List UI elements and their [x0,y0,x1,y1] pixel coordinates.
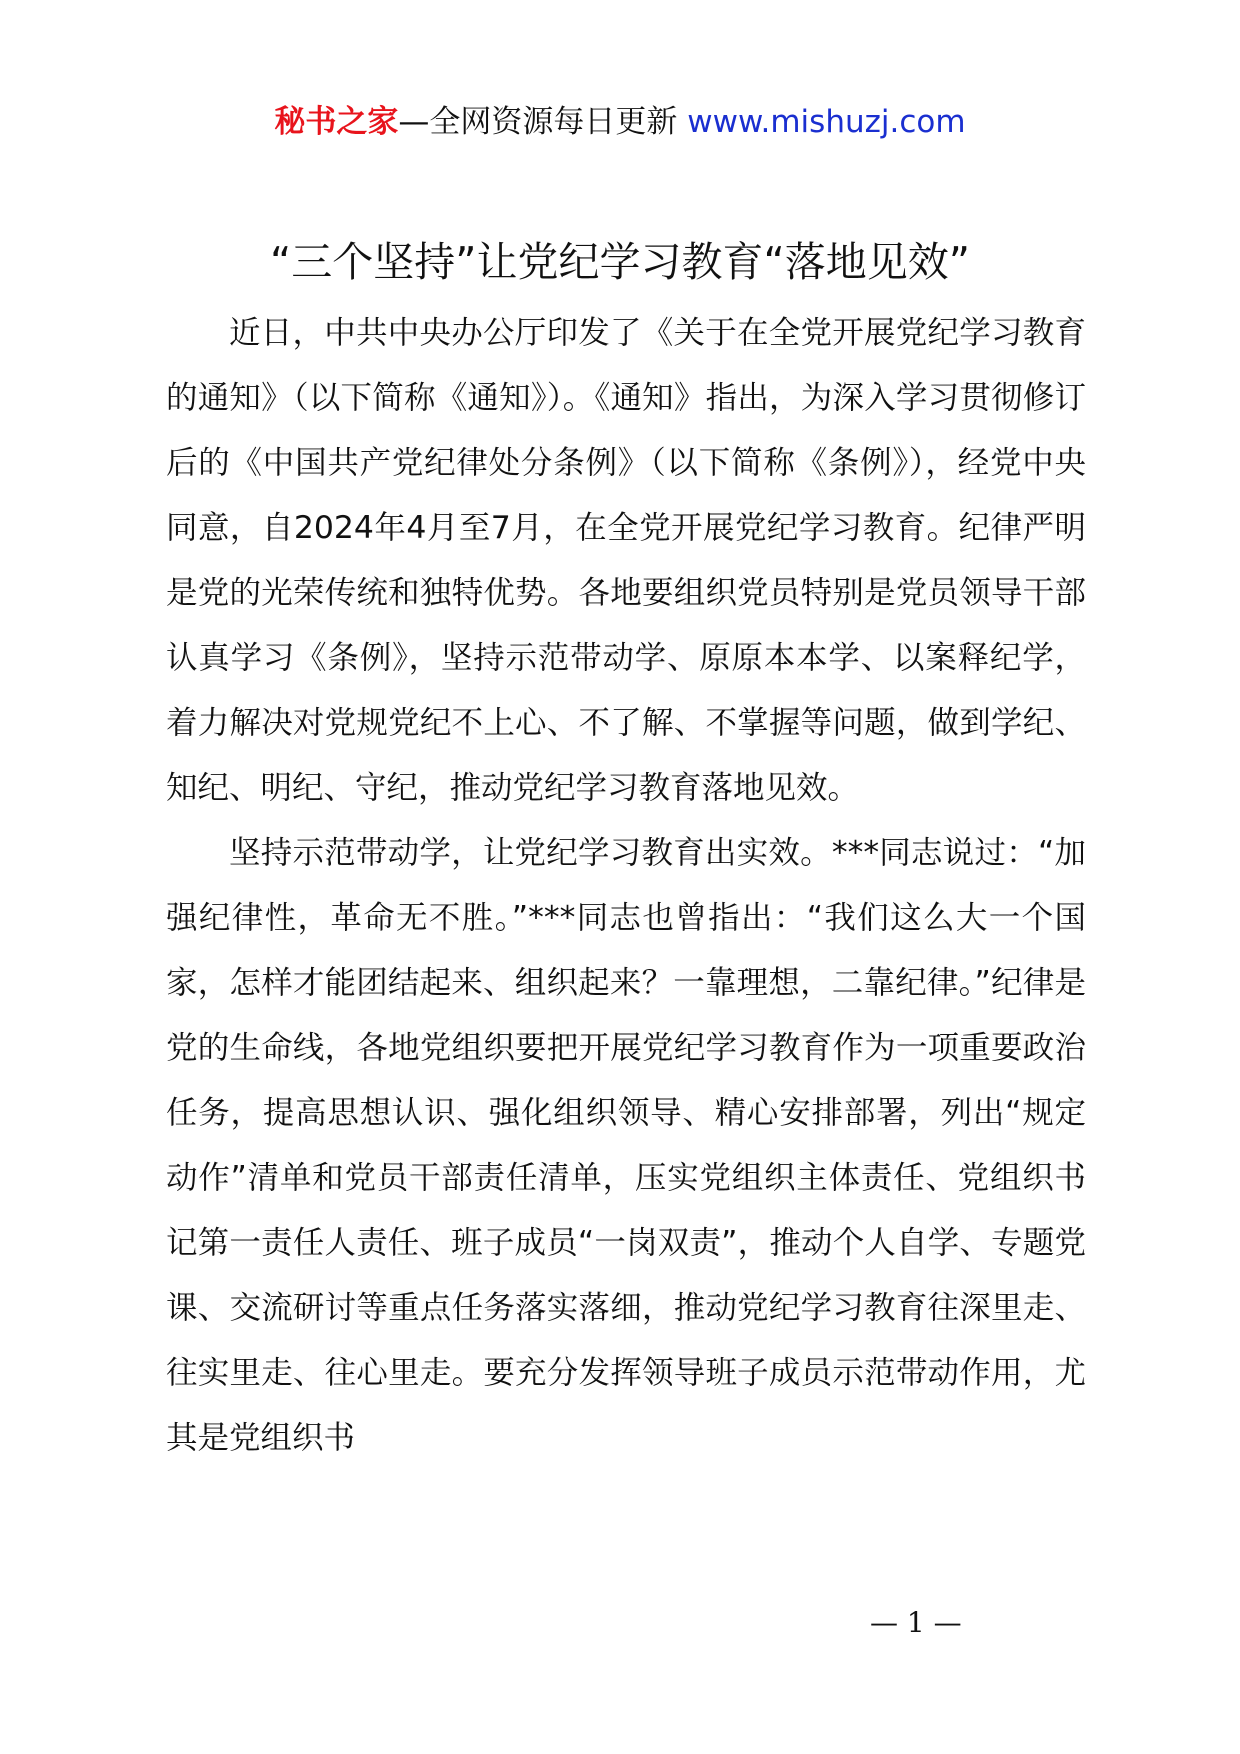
page-number: — 1 — [870,1606,962,1639]
site-header [0,100,1240,144]
document-body [166,301,1086,1471]
document-title: “三个坚持”让党纪学习教育“落地见效” [270,238,970,286]
paragraph-2: 坚持示范带动学，让党纪学习教育出实效。***同志说过：“加强纪律性，革命无不胜。”***同志也曾指出：“我们这么大一个国家，怎样才能团结起来、组织起来？一靠理想，二靠纪律。”纪律是党的生命线，各地党组织要把开展党纪学习教育作为一项重要政治任务，提高思想认识、强化组织领导、精心安排部署，列出“规定动作”清单和党员干部责任清单，压实党组织主体责任、党组织书记第一责任人责任、班子成员“一岗双责”，推动个人自学、专题党课、交流研讨等重点任务落实落细，推动党纪学习教育往深里走、往实里走、往心里走。要充分发挥领导班子成员示范带动作用，尤其是党组织书 [166,835,1086,1456]
site-url-link[interactable]: www.mishuzj.com [687,104,966,140]
site-slogan: —全网资源每日更新 [398,104,688,140]
site-brand: 秘书之家 [274,104,399,140]
paragraph-1: 近日，中共中央办公厅印发了《关于在全党开展党纪学习教育的通知》（以下简称《通知》）。《通知》指出，为深入学习贯彻修订后的《中国共产党纪律处分条例》（以下简称《条例》），经党中央同意，自2024年4月至7月，在全党开展党纪学习教育。纪律严明是党的光荣传统和独特优势。各地要组织党员特别是党员领导干部认真学习《条例》，坚持示范带动学、原原本本学、以案释纪学，着力解决对党规党纪不上心、不了解、不掌握等问题，做到学纪、知纪、明纪、守纪，推动党纪学习教育落地见效。 [166,315,1086,806]
